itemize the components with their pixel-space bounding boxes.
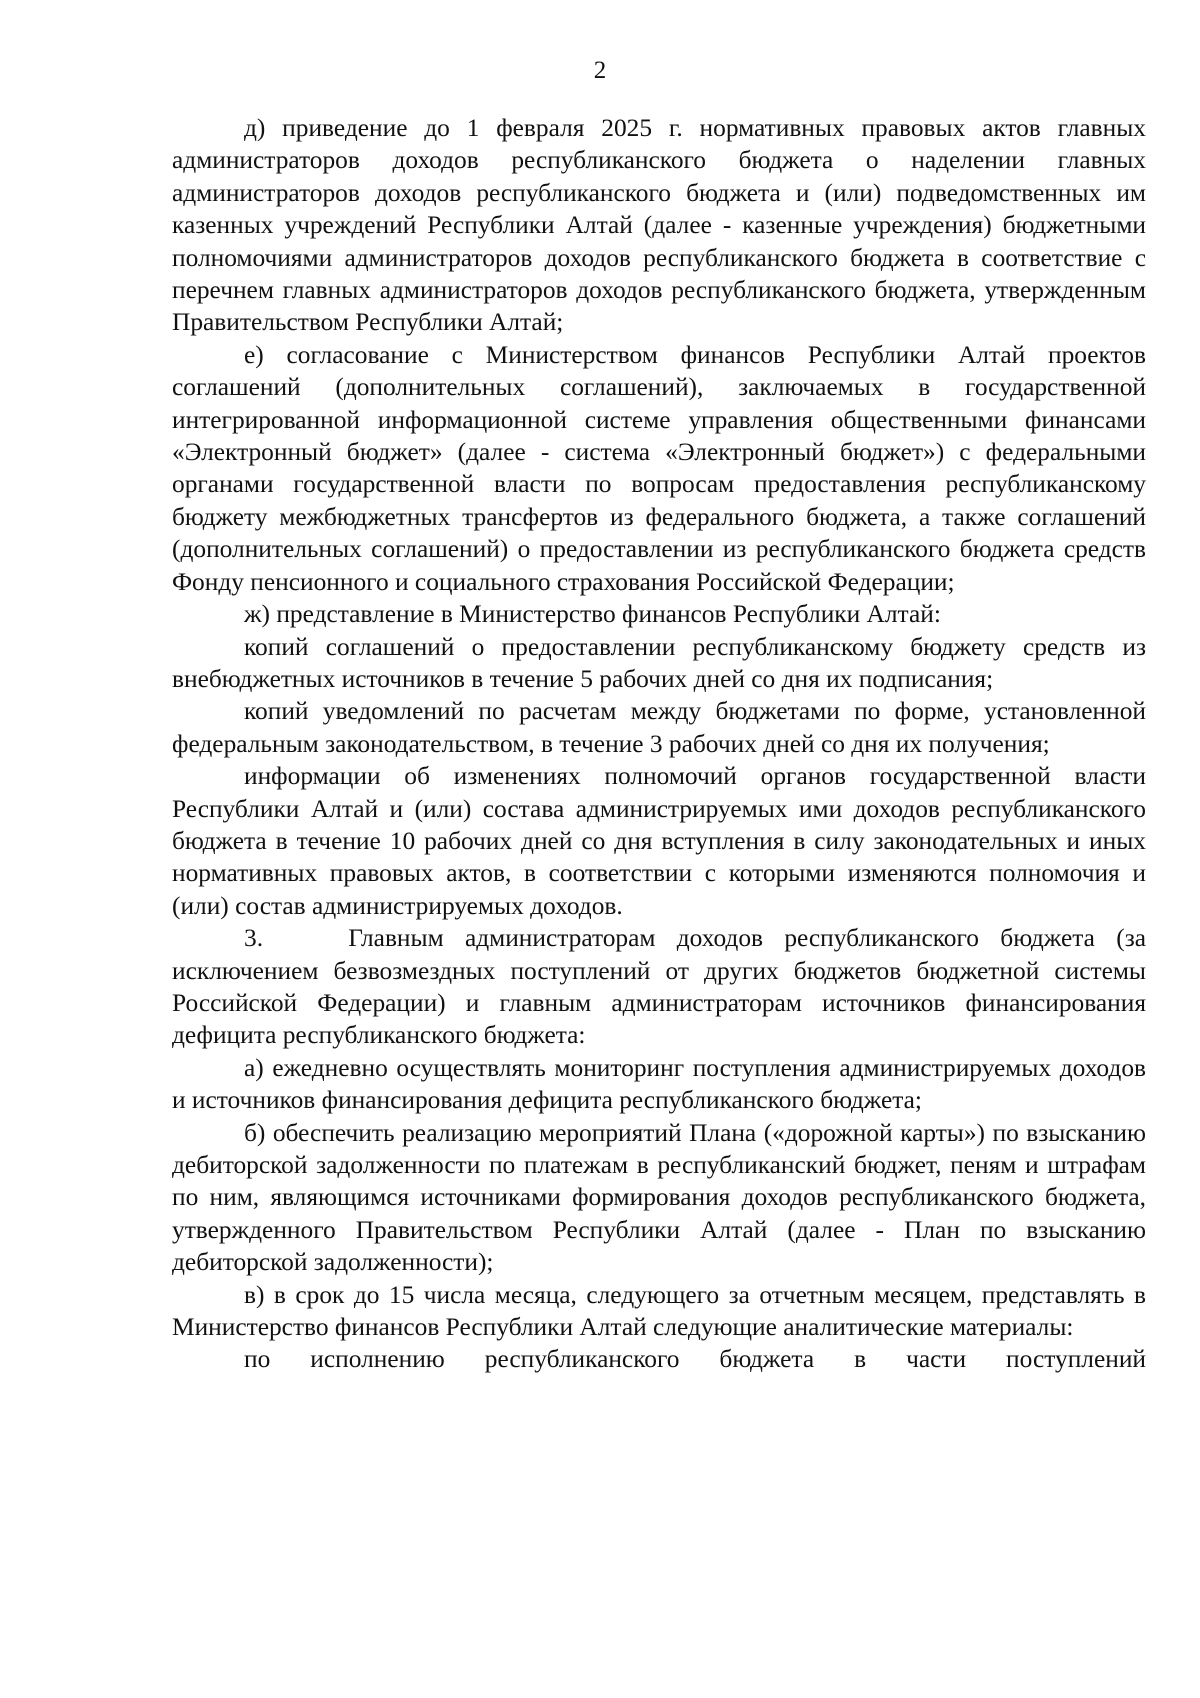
paragraph-a: а) ежедневно осуществлять мониторинг поступления администрируемых доходов и источников финансирования дефицита республиканского бюджета;	[172, 1053, 1146, 1115]
paragraph-d: д) приведение до 1 февраля 2025 г. нормативных правовых актов главных администраторов доходов республиканского бюджета о наделении главных администраторов доходов республиканского бюджета и (или) подведомственных им казенных учреждений Республики Алтай (далее - казенные учреждения) бюджетными полномочиями администраторов доходов республиканского бюджета в соответствие с перечнем главных администраторов доходов республиканского бюджета, утвержденным Правительством Республики Алтай;	[172, 114, 1146, 337]
paragraph-execution-continued: по исполнению республиканского бюджета в части поступлений	[244, 1345, 1146, 1374]
paragraph-notifications-copies: копий уведомлений по расчетам между бюджетами по форме, установленной федеральным законодательством, в течение 3 рабочих дней со дня их получения;	[172, 697, 1146, 758]
document-body	[172, 112, 1153, 1376]
paragraph-e: е) согласование с Министерством финансов Республики Алтай проектов соглашений (дополнительных соглашений), заключаемых в государственной интегрированной информационной системе управления общественными финансами «Электронный бюджет» (далее - система «Электронный бюджет») с федеральными органами государственной власти по вопросам предоставления республиканскому бюджету межбюджетных трансфертов из федерального бюджета, а также соглашений (дополнительных соглашений) о предоставлении из республиканского бюджета средств Фонду пенсионного и социального страхования Российской Федерации;	[172, 340, 1146, 596]
paragraph-powers-changes: информации об изменениях полномочий органов государственной власти Республики Алтай и (или) состава администрируемых ими доходов республиканского бюджета в течение 10 рабочих дней со дня вступления в силу законодательных и иных нормативных правовых актов, в соответствии с которыми изменяются полномочия и (или) состав администрируемых доходов.	[172, 762, 1146, 920]
paragraph-section-3: 3. Главным администраторам доходов республиканского бюджета (за исключением безвозмездных поступлений от других бюджетов бюджетной системы Российской Федерации) и главным администраторам источников финансирования дефицита республиканского бюджета:	[172, 924, 1153, 1050]
paragraph-v: в) в срок до 15 числа месяца, следующего за отчетным месяцем, представлять в Министерство финансов Республики Алтай следующие аналитические материалы:	[172, 1280, 1146, 1342]
paragraph-b: б) обеспечить реализацию мероприятий Плана («дорожной карты») по взысканию дебиторской задолженности по платежам в республиканский бюджет, пеням и штрафам по ним, являющимся источниками формирования доходов республиканского бюджета, утвержденного Правительством Республики Алтай (далее - План по взысканию дебиторской задолженности);	[172, 1118, 1146, 1277]
page-number: 2	[593, 57, 607, 84]
paragraph-agreements-copies: копий соглашений о предоставлении республиканскому бюджету средств из внебюджетных источников в течение 5 рабочих дней со дня их подписания;	[172, 632, 1146, 693]
paragraph-zh: ж) представление в Министерство финансов Республики Алтай:	[244, 600, 941, 629]
